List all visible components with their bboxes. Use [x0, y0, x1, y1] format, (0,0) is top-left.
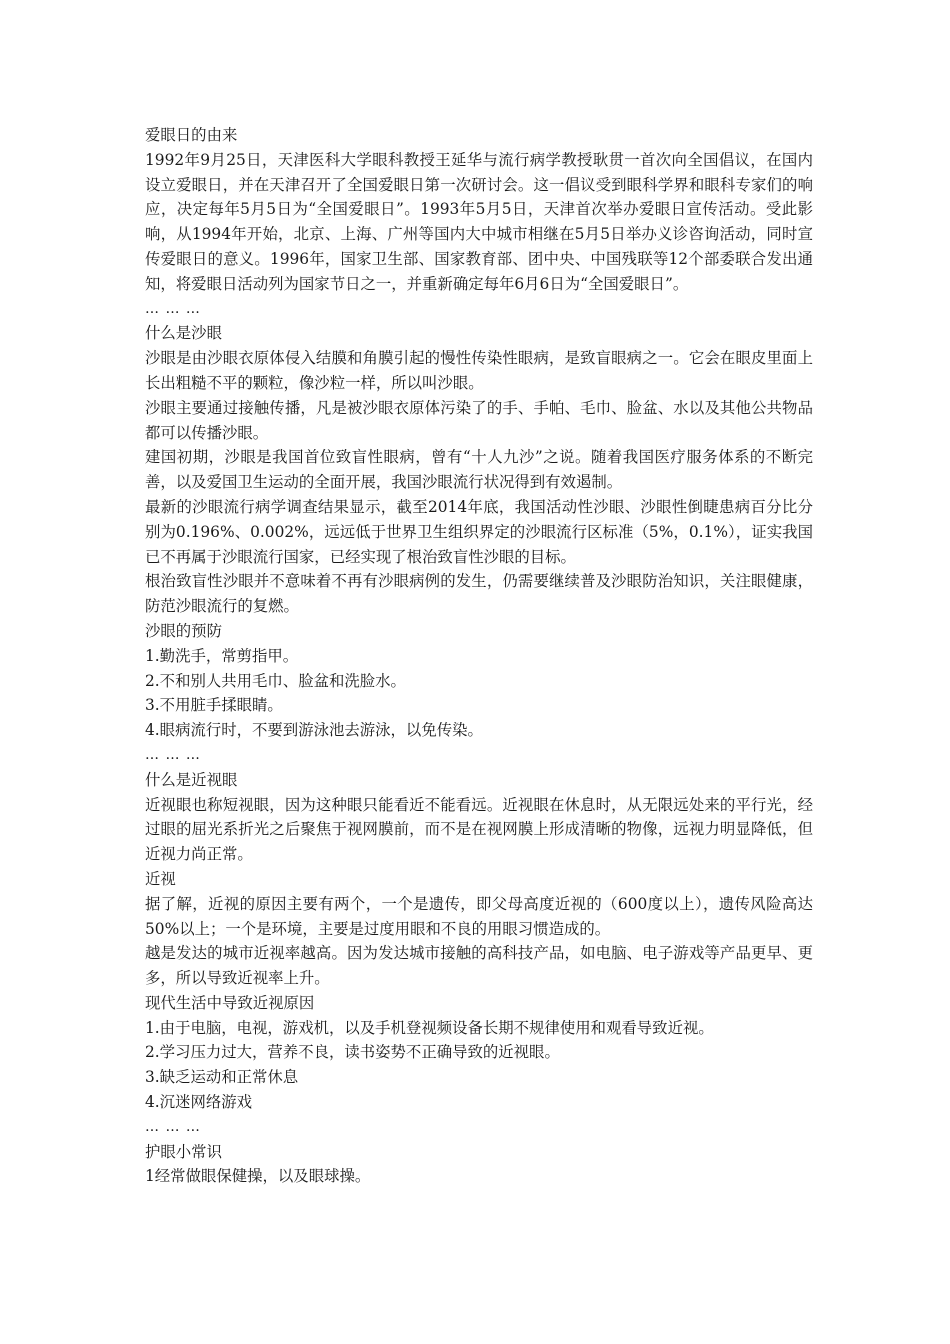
section-title-eye-care-tips: 护眼小常识 [145, 1142, 222, 1161]
paragraph: 根治致盲性沙眼并不意味着不再有沙眼病例的发生，仍需要继续普及沙眼防治知识，关注眼健康，防范沙眼流行的复燃。 [145, 572, 813, 616]
paragraph: 据了解，近视的原因主要有两个，一个是遗传，即父母高度近视的（600度以上），遗传风险高达50%以上；一个是环境，主要是过度用眼和不良的用眼习惯造成的。 [145, 894, 813, 938]
document-body [145, 123, 813, 1189]
section-title-trachoma-prevention: 沙眼的预防 [145, 621, 222, 640]
list-item: 4.沉迷网络游戏 [145, 1093, 253, 1112]
paragraph: 沙眼是由沙眼衣原体侵入结膜和角膜引起的慢性传染性眼病，是致盲眼病之一。它会在眼皮里面上长出粗糙不平的颗粒，像沙粒一样，所以叫沙眼。 [145, 349, 813, 392]
paragraph: 越是发达的城市近视率越高。因为发达城市接触的高科技产品，如电脑、电子游戏等产品更早、更多，所以导致近视率上升。 [145, 944, 813, 988]
paragraph: 1992年9月25日，天津医科大学眼科教授王延华与流行病学教授耿贯一首次向全国倡议，在国内设立爱眼日，并在天津召开了全国爱眼日第一次研讨会。这一倡议受到眼科学界和眼科专家们的响应，决定每年5月5日为“全国爱眼日”。1993年5月5日，天津首次举办爱眼日宣传活动。受此影响，从1994年开始，北京、上海、广州等国内大中城市相继在5月5日举办义诊咨询活动，同时宣传爱眼日的意义。1996年，国家卫生部、国家教育部、团中央、中国残联等12个部委联合发出通知，将爱眼日活动列为国家节日之一，并重新确定每年6月6日为“全国爱眼日”。 [145, 150, 813, 293]
section-title-myopia-causes: 现代生活中导致近视原因 [145, 993, 315, 1012]
paragraph: 最新的沙眼流行病学调查结果显示，截至2014年底，我国活动性沙眼、沙眼性倒睫患病百分比分别为0.196%、0.002%，远远低于世界卫生组织界定的沙眼流行区标准（5%，0.1%），证实我国已不再属于沙眼流行国家，已经实现了根治致盲性沙眼的目标。 [145, 497, 813, 566]
list-item: 3.缺乏运动和正常休息 [145, 1068, 299, 1087]
paragraph: 沙眼主要通过接触传播，凡是被沙眼衣原体污染了的手、手帕、毛巾、脸盆、水以及其他公共物品都可以传播沙眼。 [145, 398, 813, 442]
paragraph: 建国初期，沙眼是我国首位致盲性眼病，曾有“十人九沙”之说。随着我国医疗服务体系的不断完善，以及爱国卫生运动的全面开展，我国沙眼流行状况得到有效遏制。 [145, 448, 813, 492]
list-item: 4.眼病流行时，不要到游泳池去游泳，以免传染。 [145, 721, 483, 740]
list-item: 1经常做眼保健操，以及眼球操。 [145, 1167, 371, 1186]
section-title-myopia: 近视 [145, 869, 176, 888]
list-item: 1.由于电脑，电视，游戏机，以及手机登视频设备长期不规律使用和观看导致近视。 [145, 1018, 714, 1037]
ellipsis: … … … [145, 300, 201, 317]
list-item: 3.不用脏手揉眼睛。 [145, 696, 283, 715]
list-item: 2.不和别人共用毛巾、脸盆和洗脸水。 [145, 671, 406, 690]
section-title-eye-day-origin: 爱眼日的由来 [145, 126, 238, 144]
section-title-trachoma: 什么是沙眼 [145, 324, 222, 343]
ellipsis: … … … [145, 1118, 201, 1135]
section-title-myopia-definition: 什么是近视眼 [145, 770, 238, 789]
paragraph: 近视眼也称短视眼，因为这种眼只能看近不能看远。近视眼在休息时，从无限远处来的平行光，经过眼的屈光系折光之后聚焦于视网膜前，而不是在视网膜上形成清晰的物像，远视力明显降低，但近视力尚正常。 [145, 795, 813, 864]
list-item: 1.勤洗手，常剪指甲。 [145, 646, 299, 665]
ellipsis: … … … [145, 746, 201, 763]
list-item: 2.学习压力过大，营养不良，读书姿势不正确导致的近视眼。 [145, 1043, 560, 1062]
